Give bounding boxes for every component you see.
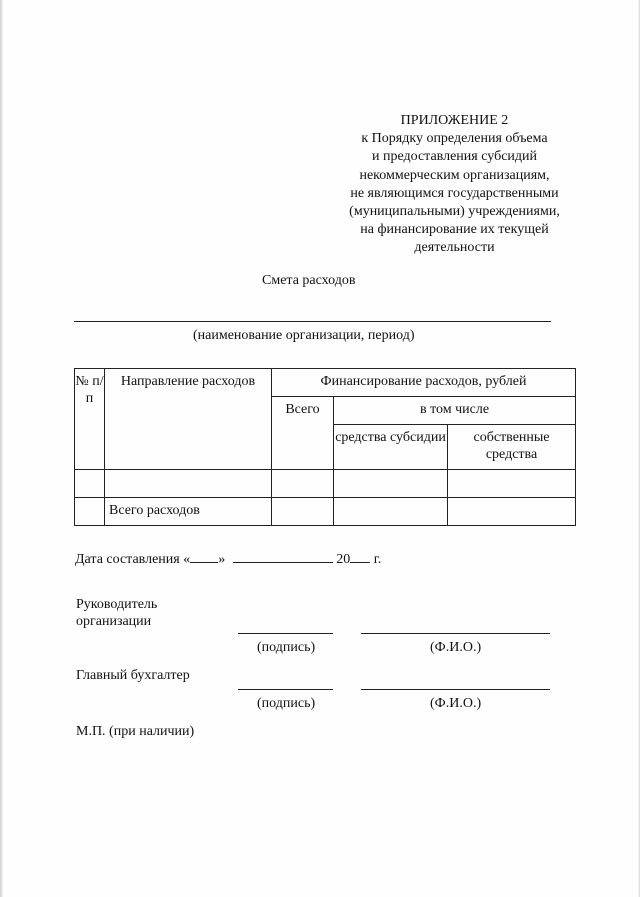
accountant-label: Главный бухгалтер: [76, 668, 190, 683]
header-subsidy: средства субсидии: [334, 425, 448, 470]
table-cell: [334, 470, 448, 498]
organization-name-line: [74, 321, 551, 322]
table-row: [75, 470, 576, 498]
stamp-place: М.П. (при наличии): [76, 724, 195, 739]
table-row-total: [75, 498, 576, 526]
table-cell: [448, 470, 576, 498]
month-blank: [233, 549, 333, 563]
year-prefix: 20: [336, 552, 351, 567]
year-suffix: г.: [373, 552, 382, 567]
organization-caption: (наименование организации, период): [193, 328, 415, 343]
appendix-line: деятельности: [414, 240, 495, 256]
appendix-line: на финансирование их текущей: [360, 222, 549, 238]
day-blank: [190, 549, 218, 563]
header-including: в том числе: [334, 397, 576, 425]
accountant-signature-line: [238, 689, 333, 690]
year-blank: [350, 549, 370, 563]
accountant-name-line: [361, 689, 550, 690]
header-financing: Финансирование расходов, рублей: [272, 369, 576, 397]
table-cell: [75, 470, 105, 498]
appendix-line: не являющимся государственными: [350, 185, 559, 201]
total-expenses-label: Всего расходов: [105, 498, 272, 526]
table-cell: [105, 470, 272, 498]
accountant-name-caption: (Ф.И.О.): [430, 696, 482, 711]
head-name-caption: (Ф.И.О.): [430, 640, 482, 655]
header-own-funds: собственные средства: [448, 425, 576, 470]
document-title: Смета расходов: [262, 273, 356, 288]
table-cell: [75, 498, 105, 526]
head-label: [76, 596, 157, 630]
head-signature-caption: (подпись): [257, 640, 316, 655]
head-label-line-1: Руководитель: [76, 597, 158, 612]
table-cell: [272, 498, 334, 526]
accountant-signature-caption: (подпись): [257, 696, 316, 711]
head-name-line: [361, 633, 550, 634]
header-direction: Направление расходов: [105, 369, 272, 470]
expense-table: [74, 368, 576, 526]
table-cell: [334, 498, 448, 526]
appendix-line: и предоставления субсидий: [371, 149, 538, 165]
header-number: № п/п: [75, 369, 105, 470]
appendix-line: некоммерческим организациям,: [359, 167, 550, 183]
date-close-quote: »: [218, 552, 226, 567]
scan-edge-left: [0, 0, 3, 897]
appendix-line: к Порядку определения объема: [361, 131, 548, 147]
appendix-line: (муниципальными) учреждениями,: [349, 204, 560, 220]
date-line: [75, 549, 381, 568]
table-cell: [448, 498, 576, 526]
appendix-title: ПРИЛОЖЕНИЕ 2: [400, 113, 509, 128]
table-cell: [272, 470, 334, 498]
appendix-header: [342, 112, 567, 258]
head-label-line-2: организации: [76, 614, 152, 629]
head-signature-line: [238, 633, 333, 634]
header-total: Всего: [272, 397, 334, 470]
date-label: Дата составления «: [75, 552, 191, 567]
